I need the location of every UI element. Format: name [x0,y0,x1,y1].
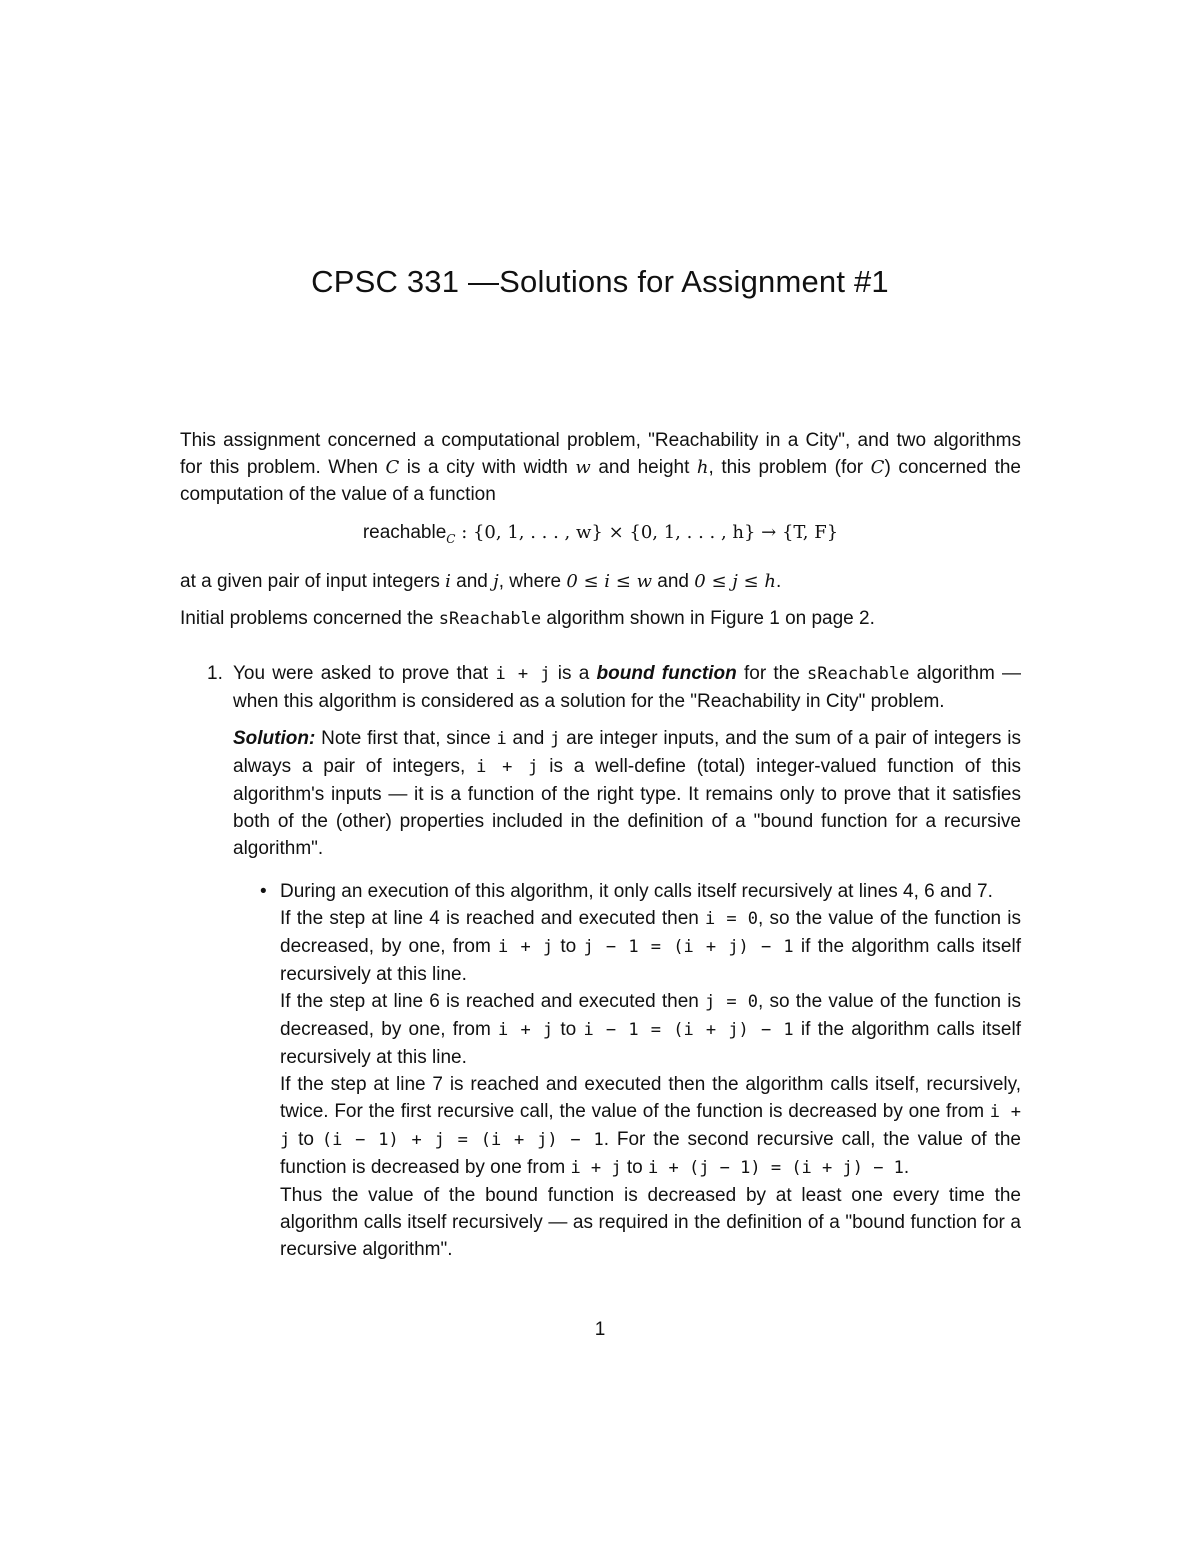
code-expr: j = 0 [705,991,759,1012]
text: and height [590,457,697,478]
algorithm-name: sReachable [438,608,542,629]
math-var: h [696,457,709,478]
domain-paragraph [180,568,1021,595]
code-var: j [550,728,561,749]
code-expr: i + j [280,1101,1021,1150]
text: . [775,570,782,592]
text: to [553,1018,584,1040]
text: If the step at line 7 is reached and executed then the algorithm calls itself, recursively, twice. For the first recursive call, the value of the function is decreased by one from [280,1073,1021,1122]
bullet-paragraph-5: Thus the value of the bound function is decreased by at least one every time the algorithm calls itself recursively — as required in the definition of a "bound function for a recursive algorithm". [280,1184,1021,1260]
text: and [652,570,695,592]
function-name: reachable [362,522,447,543]
text: , so the value of the function is decreased, by one, from [280,907,1021,957]
text: is a [550,662,597,684]
bullet-item [233,878,1021,1263]
algorithm-name: sReachable [807,663,910,684]
emphasis: bound function [596,662,737,684]
function-signature: : {0, 1, . . . , w} × {0, 1, . . . , h} → {T, F} [455,522,839,543]
code-expr: i + j [476,756,539,777]
text: to [553,935,584,957]
math-var: C [385,457,400,478]
display-equation [180,519,1021,553]
text: to [290,1128,322,1150]
text: and [450,570,494,592]
solution-label: Solution: [233,727,316,749]
math-var: j [493,570,499,592]
code-expr: i + (j − 1) = (i + j) − 1 [648,1157,904,1178]
text: . For the second recursive call, the value of the function is decreased by one from [280,1128,1021,1178]
text: is a city with width [399,457,576,478]
code-expr: i + j [570,1157,622,1178]
text: . [903,1156,910,1178]
text: ) concerned the computation of the value of a function [180,457,1021,505]
text: and [506,727,551,749]
code-expr: j − 1 = (i + j) − 1 [583,936,794,957]
code-expr: i − 1 = (i + j) − 1 [583,1019,794,1040]
text: This assignment concerned a computational problem, "Reachability in a City", and two algorithms for this problem. When [180,430,1021,478]
text: algorithm — when this algorithm is considered as a solution for the "Reachability in City" problem. [233,662,1022,712]
math-var: i [445,570,451,592]
text: to [621,1156,649,1178]
question-text [233,660,1021,715]
code-expr: i + j [498,1019,554,1040]
text: is a well-define (total) integer-valued function of this algorithm's inputs — it is a function of the right type. It remains only to prove that it satisfies both of the (other) properties included in the definition of a "bound function for a recursive algorithm". [233,755,1021,859]
page-title: CPSC 331 —Solutions for Assignment #1 [311,264,889,299]
text: You were asked to prove that [233,662,496,684]
bullet-icon: • [260,880,267,902]
text: , so the value of the function is decreased, by one, from [280,990,1021,1040]
bullet-paragraph-4 [280,1071,1021,1182]
intro-paragraph [180,427,1021,508]
code-expr: (i − 1) + j = (i + j) − 1 [321,1129,604,1150]
page-number: 1 [594,1319,606,1340]
text: if the algorithm calls itself recursively at this line. [280,935,1021,985]
bullet-paragraph-2 [280,905,1021,988]
math-expr: 0 ≤ i ≤ w [566,570,652,592]
code-expr: i + j [498,936,554,957]
code-expr: i = 0 [705,908,759,929]
math-expr: 0 ≤ j ≤ h [694,570,776,592]
function-subscript: C [446,531,456,546]
bullet-paragraph-1: During an execution of this algorithm, it only calls itself recursively at lines 4, 6 and 7. [280,880,993,902]
document-body [180,427,1021,1263]
text: If the step at line 6 is reached and executed then [280,990,706,1012]
text: if the algorithm calls itself recursively at this line. [280,1018,1021,1068]
text: , where [498,570,567,592]
code-expr: i + j [495,663,551,684]
initial-paragraph [180,605,1021,633]
text: algorithm shown in Figure 1 on page 2. [541,607,875,629]
text: at a given pair of input integers [180,570,446,592]
math-var: C [870,457,885,478]
text: If the step at line 4 is reached and executed then [280,907,706,929]
text: Initial problems concerned the [180,607,439,629]
question-1 [180,660,1021,1263]
text: , this problem (for [708,457,871,478]
code-var: i [496,728,507,749]
text: for the [736,662,808,684]
text: are integer inputs, and the sum of a pair of integers is always a pair of integers, [233,727,1021,777]
text: Note first that, since [315,727,497,749]
math-var: w [575,457,591,478]
solution-paragraph [233,725,1021,862]
question-number: 1. [207,662,223,684]
bullet-paragraph-3 [280,988,1021,1071]
